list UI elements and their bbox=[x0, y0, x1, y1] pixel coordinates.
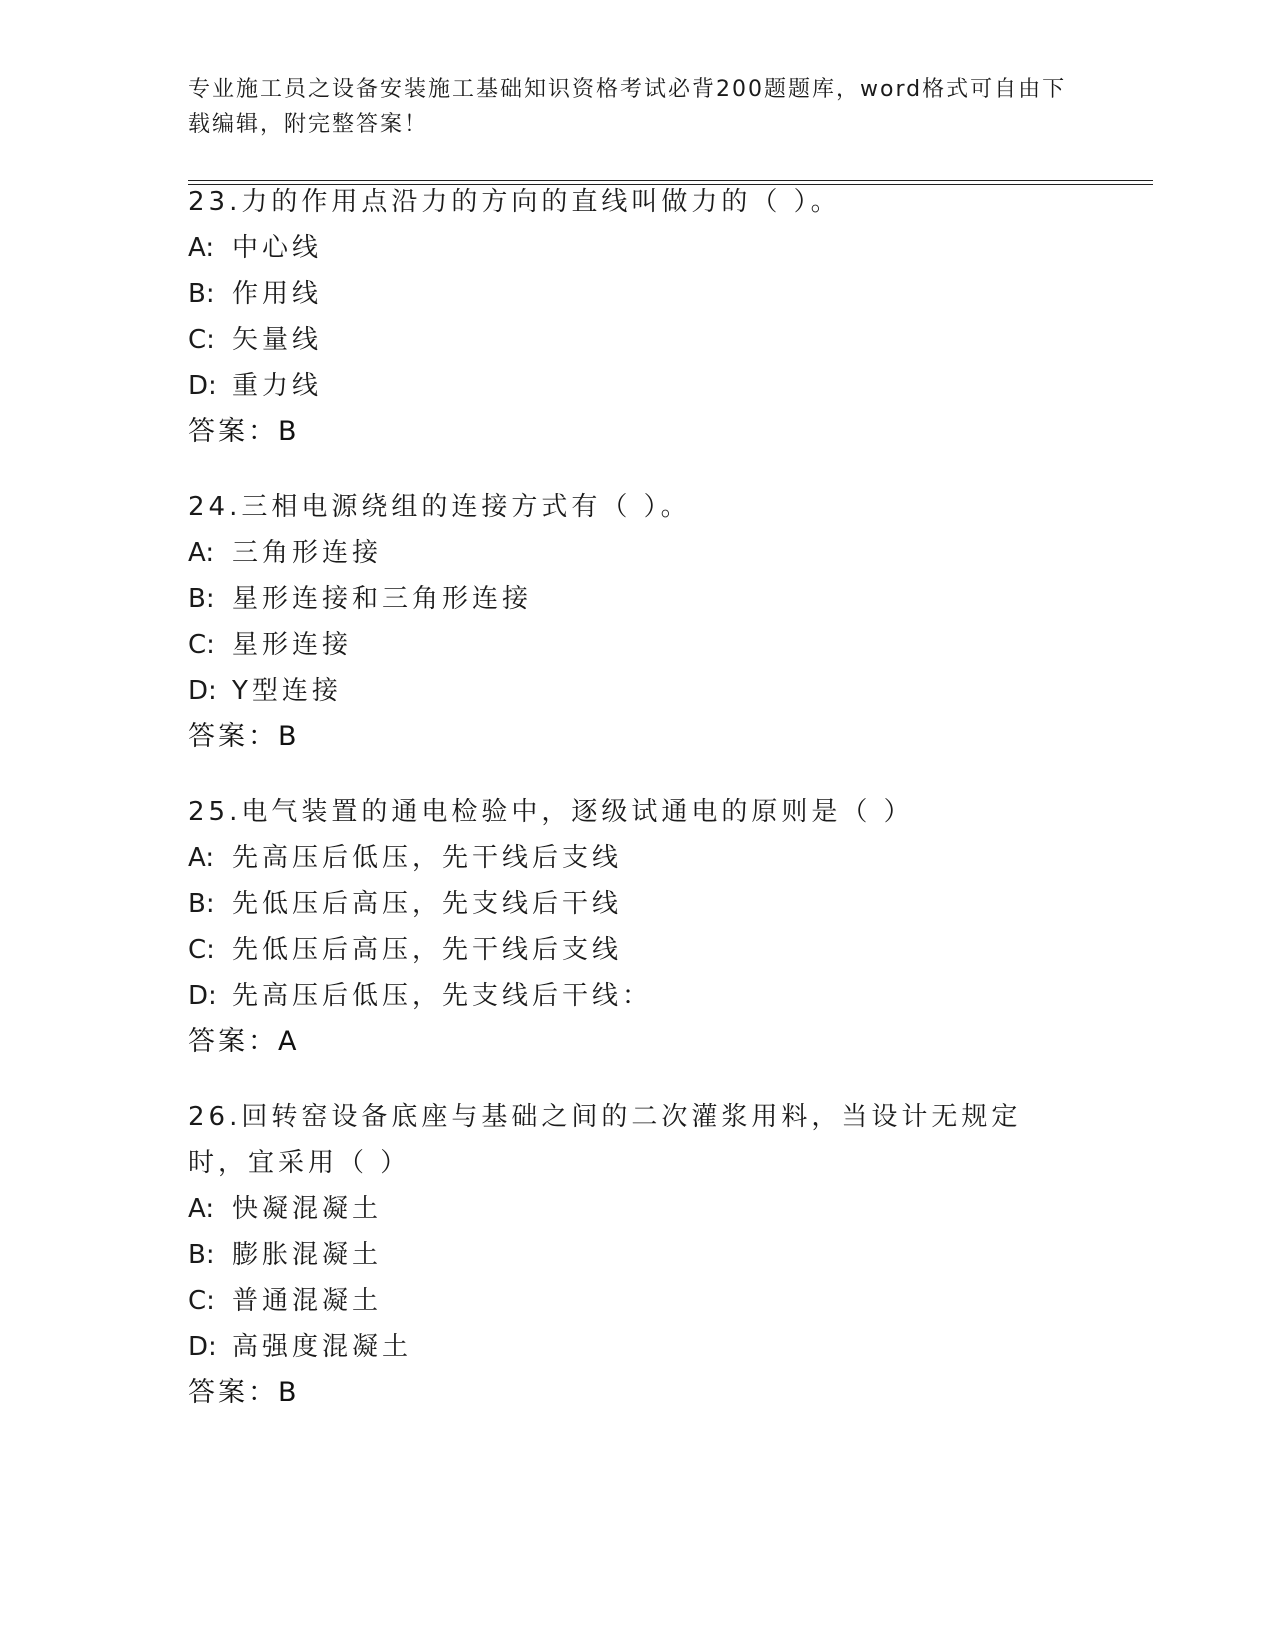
question-25 bbox=[188, 789, 1088, 1065]
option-d bbox=[188, 1324, 1068, 1370]
option-letter: D: bbox=[188, 981, 217, 1011]
option-c bbox=[188, 927, 1088, 973]
option-d bbox=[188, 668, 1088, 714]
option-text: 膨胀混凝土 bbox=[232, 1240, 383, 1270]
answer-line bbox=[188, 714, 1088, 760]
option-letter: D: bbox=[188, 1332, 217, 1362]
answer-label: 答案： bbox=[188, 416, 278, 447]
option-letter: A: bbox=[188, 233, 215, 263]
option-text: 作用线 bbox=[232, 279, 323, 309]
question-26 bbox=[188, 1094, 1068, 1416]
option-b bbox=[188, 576, 1088, 622]
option-a bbox=[188, 835, 1088, 881]
option-letter: B: bbox=[188, 889, 215, 919]
question-23 bbox=[188, 179, 1088, 455]
document-header: 专业施工员之设备安装施工基础知识资格考试必背200题题库，word格式可自由下载编辑，附完整答案！ bbox=[188, 77, 1067, 137]
option-c bbox=[188, 317, 1088, 363]
option-letter: C: bbox=[188, 325, 215, 355]
answer-line bbox=[188, 1019, 1088, 1065]
option-text: Y型连接 bbox=[232, 676, 342, 706]
answer-label: 答案： bbox=[188, 1026, 278, 1057]
option-b bbox=[188, 1232, 1068, 1278]
option-d bbox=[188, 973, 1088, 1019]
option-c bbox=[188, 622, 1088, 668]
option-text: 三角形连接 bbox=[232, 538, 383, 568]
option-text: 先低压后高压，先支线后干线 bbox=[232, 889, 623, 919]
option-letter: C: bbox=[188, 1286, 215, 1316]
option-letter: B: bbox=[188, 279, 215, 309]
option-c bbox=[188, 1278, 1068, 1324]
question-stem: 25.电气装置的通电检验中，逐级试通电的原则是（ ） bbox=[188, 797, 914, 827]
option-letter: A: bbox=[188, 538, 215, 568]
question-stem: 26.回转窑设备底座与基础之间的二次灌浆用料，当设计无规定时，宜采用（ ） bbox=[188, 1102, 1022, 1178]
option-text: 星形连接 bbox=[232, 630, 353, 660]
option-a bbox=[188, 225, 1088, 271]
option-letter: C: bbox=[188, 935, 215, 965]
answer-label: 答案： bbox=[188, 721, 278, 752]
option-letter: D: bbox=[188, 371, 217, 401]
option-letter: D: bbox=[188, 676, 217, 706]
option-text: 先高压后低压，先支线后干线： bbox=[232, 981, 653, 1011]
option-text: 普通混凝土 bbox=[232, 1286, 383, 1316]
answer-line bbox=[188, 409, 1088, 455]
question-stem: 24.三相电源绕组的连接方式有（ ）。 bbox=[188, 492, 691, 522]
answer-value: B bbox=[278, 416, 298, 447]
option-letter: B: bbox=[188, 584, 215, 614]
option-text: 高强度混凝土 bbox=[232, 1332, 413, 1362]
answer-label: 答案： bbox=[188, 1377, 278, 1408]
option-text: 中心线 bbox=[232, 233, 323, 263]
answer-line bbox=[188, 1370, 1068, 1416]
question-24 bbox=[188, 484, 1088, 760]
option-b bbox=[188, 271, 1088, 317]
option-b bbox=[188, 881, 1088, 927]
option-letter: A: bbox=[188, 1194, 215, 1224]
option-letter: B: bbox=[188, 1240, 215, 1270]
option-a bbox=[188, 530, 1088, 576]
option-text: 重力线 bbox=[232, 371, 323, 401]
option-d bbox=[188, 363, 1088, 409]
option-a bbox=[188, 1186, 1068, 1232]
option-text: 快凝混凝土 bbox=[232, 1194, 383, 1224]
option-text: 先高压后低压，先干线后支线 bbox=[232, 843, 623, 873]
option-text: 矢量线 bbox=[232, 325, 323, 355]
answer-value: B bbox=[278, 721, 298, 752]
question-stem: 23.力的作用点沿力的方向的直线叫做力的（ ）。 bbox=[188, 187, 841, 217]
option-letter: A: bbox=[188, 843, 215, 873]
option-text: 先低压后高压，先干线后支线 bbox=[232, 935, 623, 965]
option-letter: C: bbox=[188, 630, 215, 660]
answer-value: B bbox=[278, 1377, 298, 1408]
answer-value: A bbox=[278, 1026, 298, 1057]
option-text: 星形连接和三角形连接 bbox=[232, 584, 533, 614]
